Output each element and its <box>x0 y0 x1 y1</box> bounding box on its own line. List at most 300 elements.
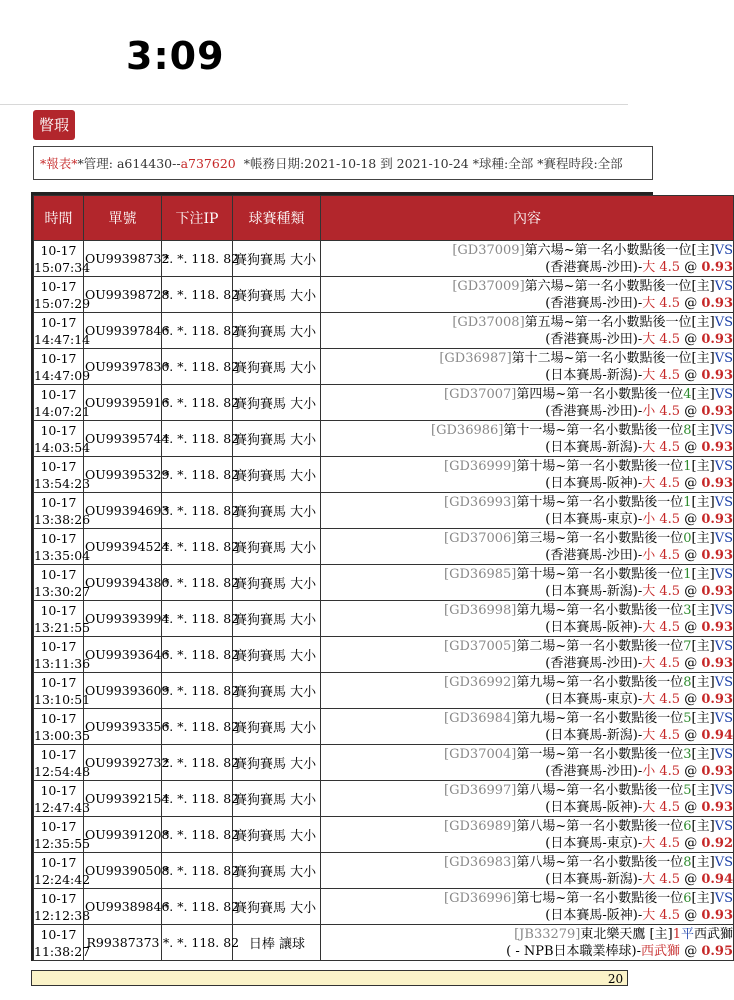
bet-date: 10-17 <box>40 242 77 258</box>
venue-label: (日本賽馬-阪神)- <box>545 619 643 635</box>
cell-game-type: 賽狗賽馬 大小 <box>233 637 321 673</box>
vs-label: VS <box>714 242 733 258</box>
bet-odds: 0.93 <box>701 259 733 275</box>
bet-odds: 0.94 <box>701 871 733 887</box>
bet-pick: 小 <box>642 763 656 779</box>
table-row <box>34 709 734 745</box>
bet-line: 4.5 <box>659 511 681 527</box>
cell-game-type: 賽狗賽馬 大小 <box>233 745 321 781</box>
bet-odds: 0.94 <box>701 727 733 743</box>
table-row <box>34 781 734 817</box>
table-row <box>34 637 734 673</box>
content-line-1 <box>452 314 733 331</box>
cell-content <box>321 241 734 277</box>
table-row <box>34 673 734 709</box>
event-code: [GD37006] <box>444 530 517 546</box>
event-name: 第六場~第一名小數點後一位 <box>524 278 692 294</box>
bet-date: 10-17 <box>40 818 77 834</box>
table-body <box>34 241 734 961</box>
table-row <box>34 457 734 493</box>
bet-line: 4.5 <box>659 655 681 671</box>
cell-order-number[interactable]: OU99394524 <box>84 529 162 565</box>
bet-line: 4.5 <box>659 331 681 347</box>
cell-bet-ip: *. *. 118. 82 <box>162 529 233 565</box>
table-row <box>34 529 734 565</box>
cell-content <box>321 457 734 493</box>
cell-time <box>34 601 91 637</box>
cell-time <box>34 421 91 457</box>
bet-line: 4.5 <box>659 295 681 311</box>
content-line-2 <box>506 943 733 960</box>
event-code: [GD36997] <box>444 782 517 798</box>
bet-time: 13:11:36 <box>34 655 91 671</box>
content-lines <box>444 890 733 924</box>
home-marker: [主] <box>691 638 715 654</box>
bet-line: 4.5 <box>659 763 681 779</box>
bet-odds: 0.93 <box>701 367 733 383</box>
content-line-1 <box>444 494 733 511</box>
at-sign: @ <box>680 331 702 347</box>
cell-content <box>321 709 734 745</box>
home-marker: [主] <box>691 710 715 726</box>
cell-game-type: 賽狗賽馬 大小 <box>233 781 321 817</box>
period-filter-label: *賽程時段:全部 <box>537 156 623 171</box>
table-row <box>34 241 734 277</box>
cell-time <box>34 457 91 493</box>
cell-time <box>34 313 91 349</box>
cell-time <box>34 673 91 709</box>
cell-order-number[interactable]: OU99398728 <box>84 277 162 313</box>
content-lines <box>439 350 733 384</box>
home-marker: [主] <box>691 386 715 402</box>
content-lines <box>452 278 733 312</box>
at-sign: @ <box>680 259 702 275</box>
event-name: 第七場~第一名小數點後一位 <box>516 890 684 906</box>
home-marker: [主] <box>691 746 715 762</box>
content-line-2 <box>444 691 733 708</box>
bet-date: 10-17 <box>40 782 77 798</box>
at-sign: @ <box>680 691 702 707</box>
cell-bet-ip: *. *. 118. 82 <box>162 781 233 817</box>
cell-content <box>321 565 734 601</box>
cell-order-number[interactable]: OU99397830 <box>84 349 162 385</box>
cell-order-number[interactable]: OU99392154 <box>84 781 162 817</box>
event-code: [GD36993] <box>444 494 517 510</box>
bet-pick: 大 <box>642 907 656 923</box>
bet-line: 4.5 <box>659 691 681 707</box>
venue-label: (日本賽馬-新潟)- <box>545 727 643 743</box>
content-line-2 <box>431 439 733 456</box>
vs-label: VS <box>714 422 733 438</box>
cell-game-type: 賽狗賽馬 大小 <box>233 241 321 277</box>
team-home: 東北樂天鷹 <box>580 926 646 942</box>
venue-label: (香港賽馬-沙田)- <box>545 403 643 419</box>
bet-pick: 大 <box>642 799 656 815</box>
cell-bet-ip: *. *. 118. 82 <box>162 709 233 745</box>
bet-pick: 小 <box>642 403 656 419</box>
venue-label: (日本賽馬-阪神)- <box>545 475 643 491</box>
header-order-number: 單號 <box>84 196 162 241</box>
cell-time <box>34 889 91 925</box>
vs-label: VS <box>714 782 733 798</box>
event-code: [GD37004] <box>444 746 517 762</box>
bet-line: 4.5 <box>659 403 681 419</box>
content-line-1 <box>444 602 733 619</box>
cell-game-type: 賽狗賽馬 大小 <box>233 673 321 709</box>
bet-date: 10-17 <box>40 890 77 906</box>
bet-date: 10-17 <box>40 422 77 438</box>
event-number: 3 <box>683 746 692 762</box>
status-bar-time: 3:09 <box>126 34 225 78</box>
bet-time: 14:47:09 <box>34 367 91 383</box>
bet-time: 14:03:54 <box>34 439 91 455</box>
table-row <box>34 421 734 457</box>
bet-line: 4.5 <box>659 475 681 491</box>
content-lines <box>444 782 733 816</box>
content-line-2 <box>444 619 733 636</box>
venue-label: (日本賽馬-阪神)- <box>545 799 643 815</box>
venue-label: (香港賽馬-沙田)- <box>545 763 643 779</box>
vs-label: VS <box>714 350 733 366</box>
cell-order-number[interactable]: OU99389846 <box>84 889 162 925</box>
venue-label: (日本賽馬-東京)- <box>545 511 643 527</box>
venue-label: (香港賽馬-沙田)- <box>545 259 643 275</box>
content-lines <box>452 314 733 348</box>
bet-pick: 小 <box>642 547 656 563</box>
at-sign: @ <box>680 367 702 383</box>
table-row <box>34 601 734 637</box>
cell-bet-ip: *. *. 118. 82 <box>162 385 233 421</box>
cell-bet-ip: *. *. 118. 82 <box>162 817 233 853</box>
bet-time: 13:35:04 <box>34 547 91 563</box>
cell-order-number[interactable]: OU99393356 <box>84 709 162 745</box>
home-marker: [主] <box>691 782 715 798</box>
content-line-1 <box>452 278 733 295</box>
at-sign: @ <box>680 619 702 635</box>
team-away: 西武獅 <box>693 926 733 942</box>
bet-date: 10-17 <box>40 674 77 690</box>
bet-table <box>33 195 734 961</box>
report-label: *報表* <box>40 156 78 171</box>
home-marker: [主] <box>691 602 715 618</box>
bet-time: 11:38:27 <box>34 943 91 959</box>
bet-pick: 大 <box>642 619 656 635</box>
content-line-1 <box>444 530 733 547</box>
event-name: 第十一場~第一名小數點後一位 <box>503 422 684 438</box>
content-line-2 <box>444 547 733 564</box>
bet-odds: 0.93 <box>701 511 733 527</box>
content-line-1 <box>444 710 733 727</box>
bet-time: 13:38:26 <box>34 511 91 527</box>
cell-order-number[interactable]: OU99394380 <box>84 565 162 601</box>
bet-date: 10-17 <box>40 638 77 654</box>
cell-content <box>321 781 734 817</box>
cell-order-number[interactable]: OU99394693 <box>84 493 162 529</box>
cell-bet-ip: *. *. 118. 82 <box>162 889 233 925</box>
vs-label: VS <box>714 602 733 618</box>
table-row <box>34 853 734 889</box>
bet-time: 13:10:51 <box>34 691 91 707</box>
content-lines <box>444 746 733 780</box>
bet-time: 14:07:21 <box>34 403 91 419</box>
event-number: 1 <box>683 494 692 510</box>
bet-time: 13:30:27 <box>34 583 91 599</box>
cell-game-type: 賽狗賽馬 大小 <box>233 421 321 457</box>
cell-game-type: 賽狗賽馬 大小 <box>233 385 321 421</box>
content-line-1 <box>444 818 733 835</box>
handicap-number: 1 <box>672 926 681 942</box>
vs-label: VS <box>714 638 733 654</box>
cell-game-type: 賽狗賽馬 大小 <box>233 457 321 493</box>
bet-time: 14:47:14 <box>34 331 91 347</box>
cell-content <box>321 637 734 673</box>
venue-label: (日本賽馬-新潟)- <box>545 871 643 887</box>
event-number: 1 <box>683 566 692 582</box>
event-name: 第九場~第一名小數點後一位 <box>516 710 684 726</box>
event-name: 第五場~第一名小數點後一位 <box>524 314 692 330</box>
bet-pick: 西武獅 <box>641 943 681 959</box>
cell-time <box>34 709 91 745</box>
at-sign: @ <box>680 403 702 419</box>
cell-game-type: 賽狗賽馬 大小 <box>233 565 321 601</box>
bet-time: 15:07:29 <box>34 295 91 311</box>
venue-label: (日本賽馬-東京)- <box>545 835 643 851</box>
content-lines <box>444 638 733 672</box>
venue-label: (香港賽馬-沙田)- <box>545 547 643 563</box>
vs-label: VS <box>714 494 733 510</box>
event-name: 第九場~第一名小數點後一位 <box>516 602 684 618</box>
content-line-1 <box>431 422 733 439</box>
vs-label: VS <box>714 674 733 690</box>
table-row <box>34 817 734 853</box>
cell-order-number[interactable]: OU99391208 <box>84 817 162 853</box>
vs-label: VS <box>714 386 733 402</box>
bet-odds: 0.92 <box>701 835 733 851</box>
cell-content <box>321 277 734 313</box>
content-lines <box>444 674 733 708</box>
bet-pick: 大 <box>642 367 656 383</box>
table-header-row <box>34 196 734 241</box>
event-code: [GD36986] <box>431 422 504 438</box>
bet-odds: 0.93 <box>701 799 733 815</box>
at-sign: @ <box>680 583 702 599</box>
home-marker: [主] <box>649 926 673 942</box>
home-marker: [主] <box>691 242 715 258</box>
event-name: 第二場~第一名小數點後一位 <box>516 638 684 654</box>
at-sign: @ <box>680 295 702 311</box>
cell-order-number[interactable]: OU99392732 <box>84 745 162 781</box>
content-lines <box>444 386 733 420</box>
cell-order-number[interactable]: OU99393994 <box>84 601 162 637</box>
cell-time <box>34 637 91 673</box>
cell-game-type: 賽狗賽馬 大小 <box>233 709 321 745</box>
event-code: [GD37007] <box>444 386 517 402</box>
cell-order-number[interactable]: OU99393646 <box>84 637 162 673</box>
event-number: 1 <box>683 458 692 474</box>
content-line-1 <box>444 386 733 403</box>
bet-date: 10-17 <box>40 386 77 402</box>
cell-time <box>34 853 91 889</box>
vs-label: VS <box>714 818 733 834</box>
cell-content <box>321 385 734 421</box>
content-line-2 <box>444 835 733 852</box>
table-row <box>34 889 734 925</box>
bet-date: 10-17 <box>40 602 77 618</box>
at-sign: @ <box>680 655 702 671</box>
cell-content <box>321 853 734 889</box>
content-line-2 <box>444 871 733 888</box>
cell-bet-ip: *. *. 118. 82 <box>162 421 233 457</box>
table-row <box>34 925 734 961</box>
vs-label: VS <box>714 458 733 474</box>
bet-time: 13:54:23 <box>34 475 91 491</box>
bet-time: 13:00:35 <box>34 727 91 743</box>
content-line-2 <box>439 367 733 384</box>
venue-label: (日本賽馬-新潟)- <box>545 439 643 455</box>
bet-pick: 大 <box>642 655 656 671</box>
content-lines <box>444 494 733 528</box>
event-number: 8 <box>683 422 692 438</box>
cell-order-number[interactable]: OU99393609 <box>84 673 162 709</box>
cell-bet-ip: *. *. 118. 82 <box>162 601 233 637</box>
bet-time: 12:35:55 <box>34 835 91 851</box>
content-lines <box>452 242 733 276</box>
bet-date: 10-17 <box>40 746 77 762</box>
cell-order-number[interactable]: OU99395916 <box>84 385 162 421</box>
at-sign: @ <box>680 547 702 563</box>
venue-label: (日本賽馬-新潟)- <box>545 367 643 383</box>
header-button[interactable]: 瞥瑕 <box>33 110 75 140</box>
bet-time: 12:47:43 <box>34 799 91 815</box>
content-line-1 <box>444 746 733 763</box>
table-row <box>34 493 734 529</box>
event-code: [GD37008] <box>452 314 525 330</box>
bet-odds: 0.93 <box>701 583 733 599</box>
cell-bet-ip: *. *. 118. 82 <box>162 853 233 889</box>
content-lines <box>431 422 733 456</box>
content-lines <box>444 602 733 636</box>
at-sign: @ <box>680 475 702 491</box>
event-name: 第八場~第一名小數點後一位 <box>516 782 684 798</box>
content-line-2 <box>444 727 733 744</box>
cell-game-type: 賽狗賽馬 大小 <box>233 889 321 925</box>
cell-order-number[interactable]: OU99390508 <box>84 853 162 889</box>
footer-text: 20 <box>607 972 624 986</box>
bet-date: 10-17 <box>40 278 77 294</box>
bet-line: 4.5 <box>659 727 681 743</box>
vs-label: VS <box>714 566 733 582</box>
bet-time: 15:07:34 <box>34 259 91 275</box>
event-name: 第十二場~第一名小數點後一位 <box>511 350 692 366</box>
venue-label: (日本賽馬-東京)- <box>545 691 643 707</box>
table-footer <box>31 970 628 986</box>
header-content: 內容 <box>321 196 734 241</box>
bet-time: 13:21:55 <box>34 619 91 635</box>
cell-time <box>34 493 91 529</box>
bet-odds: 0.93 <box>701 763 733 779</box>
content-line-2 <box>444 655 733 672</box>
event-number: 6 <box>683 890 692 906</box>
cell-order-number[interactable]: OU99398732 <box>84 241 162 277</box>
content-line-1 <box>444 674 733 691</box>
vs-label: VS <box>714 314 733 330</box>
cell-bet-ip: *. *. 118. 82 <box>162 565 233 601</box>
content-lines <box>506 926 733 960</box>
content-line-1 <box>444 458 733 475</box>
bet-pick: 大 <box>642 259 656 275</box>
cell-order-number[interactable]: OU99395744 <box>84 421 162 457</box>
cell-game-type: 賽狗賽馬 大小 <box>233 853 321 889</box>
cell-game-type: 賽狗賽馬 大小 <box>233 313 321 349</box>
home-marker: [主] <box>691 674 715 690</box>
event-name: 第一場~第一名小數點後一位 <box>516 746 684 762</box>
at-sign: @ <box>680 727 702 743</box>
event-name: 第六場~第一名小數點後一位 <box>524 242 692 258</box>
at-sign: @ <box>680 799 702 815</box>
cell-game-type: 賽狗賽馬 大小 <box>233 349 321 385</box>
event-name: 第八場~第一名小數點後一位 <box>516 854 684 870</box>
header-divider <box>0 104 628 105</box>
bet-odds: 0.93 <box>701 331 733 347</box>
bet-odds: 0.93 <box>701 907 733 923</box>
cell-order-number[interactable]: OU99397846 <box>84 313 162 349</box>
at-sign: @ <box>680 439 702 455</box>
at-sign: @ <box>680 763 702 779</box>
bet-odds: 0.93 <box>701 547 733 563</box>
home-marker: [主] <box>691 422 715 438</box>
bet-odds: 0.95 <box>701 943 733 959</box>
event-name: 第三場~第一名小數點後一位 <box>516 530 684 546</box>
cell-content <box>321 529 734 565</box>
league-label: ( - NPB日本職業棒球)- <box>506 943 642 959</box>
content-line-2 <box>444 907 733 924</box>
event-number: 8 <box>683 674 692 690</box>
cell-content <box>321 673 734 709</box>
cell-time <box>34 241 91 277</box>
event-number: 0 <box>683 530 692 546</box>
manager-sub-account[interactable]: a737620 <box>180 156 236 171</box>
event-number: 8 <box>683 854 692 870</box>
manager-label: *管理: a614430-- <box>77 156 181 171</box>
content-line-1 <box>444 638 733 655</box>
bet-pick: 小 <box>642 511 656 527</box>
content-lines <box>444 710 733 744</box>
cell-order-number[interactable]: OU99395329 <box>84 457 162 493</box>
home-marker: [主] <box>691 818 715 834</box>
cell-time <box>34 781 91 817</box>
event-code: [JB33279] <box>514 926 581 942</box>
bet-line: 4.5 <box>659 367 681 383</box>
cell-order-number[interactable]: R99387373 <box>84 925 162 961</box>
cell-bet-ip: *. *. 118. 82 <box>162 277 233 313</box>
bet-time: 12:12:38 <box>34 907 91 923</box>
bet-date: 10-17 <box>40 314 77 330</box>
header-game-type: 球賽種類 <box>233 196 321 241</box>
content-line-1 <box>506 926 733 943</box>
bet-date: 10-17 <box>40 710 77 726</box>
bet-pick: 大 <box>642 439 656 455</box>
bet-line: 4.5 <box>659 907 681 923</box>
bet-pick: 大 <box>642 331 656 347</box>
at-sign: @ <box>680 907 702 923</box>
bet-odds: 0.93 <box>701 619 733 635</box>
sport-filter-label: *球種:全部 <box>472 156 534 171</box>
bet-pick: 大 <box>642 727 656 743</box>
event-number: 3 <box>683 602 692 618</box>
vs-label: VS <box>714 278 733 294</box>
home-marker: [主] <box>691 494 715 510</box>
content-line-2 <box>444 403 733 420</box>
